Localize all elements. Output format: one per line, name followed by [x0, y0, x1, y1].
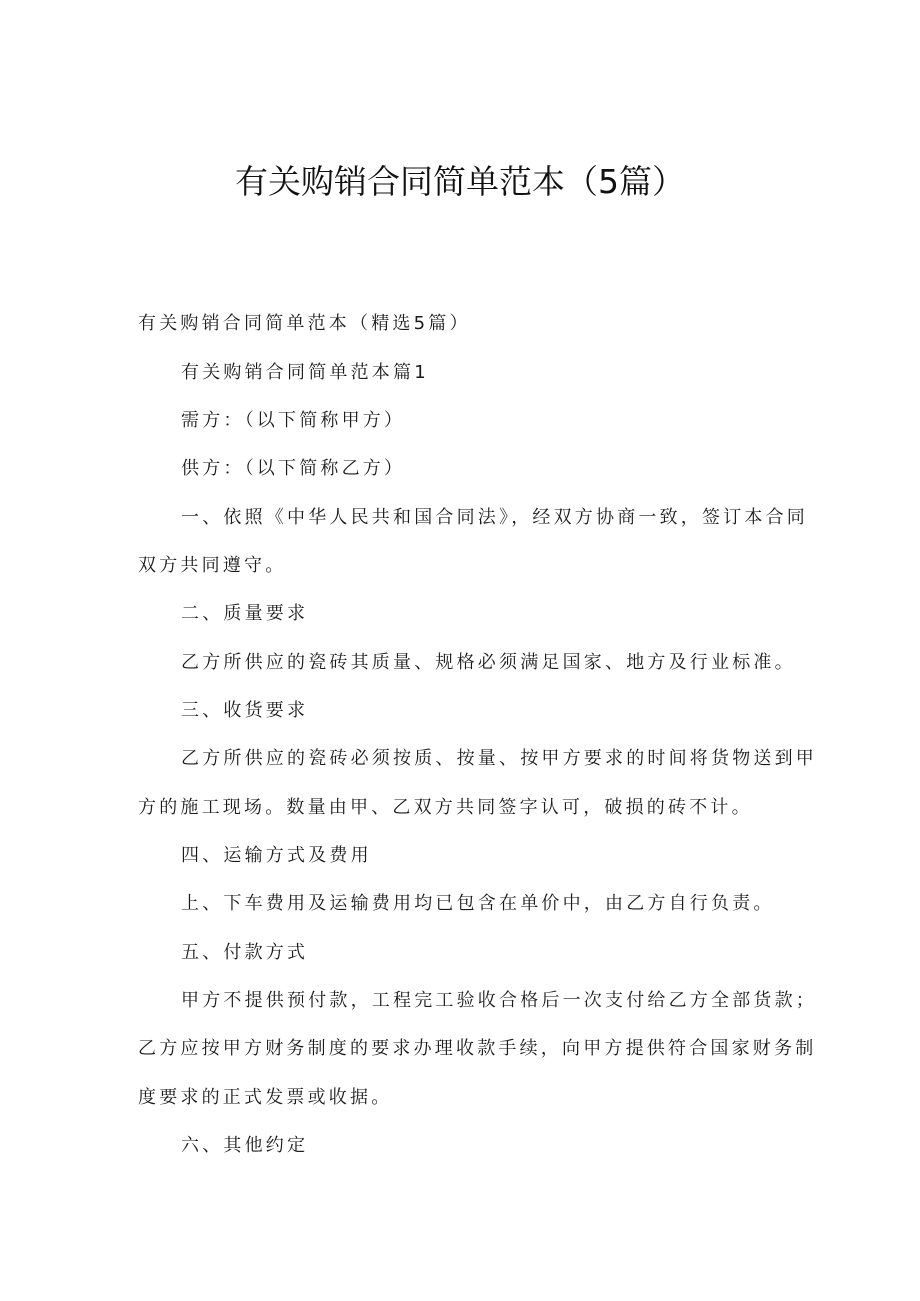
clause-5-heading: 五、付款方式 — [181, 942, 309, 963]
supplier-line: 供方：（以下简称乙方） — [181, 458, 406, 479]
clause-4-heading: 四、运输方式及费用 — [181, 845, 372, 866]
clause-4-body: 上、下车费用及运输费用均已包含在单价中，由乙方自行负责。 — [181, 893, 775, 914]
section-heading: 有关购销合同简单范本篇1 — [181, 362, 429, 383]
clause-5-line-3: 度要求的正式发票或收据。 — [138, 1087, 393, 1108]
clause-5-line-1: 甲方不提供预付款，工程完工验收合格后一次支付给乙方全部货款； — [181, 990, 817, 1011]
document-title: 有关购销合同简单范本（5篇） — [235, 162, 685, 201]
clause-3-line-2: 方的施工现场。数量由甲、乙双方共同签字认可，破损的砖不计。 — [138, 797, 753, 818]
clause-3-line-1: 乙方所供应的瓷砖必须按质、按量、按甲方要求的时间将货物送到甲 — [181, 748, 817, 769]
document-subtitle: 有关购销合同简单范本（精选5篇） — [138, 313, 471, 334]
buyer-line: 需方：（以下简称甲方） — [181, 410, 406, 431]
clause-1-line-1: 一、依照《中华人民共和国合同法》，经双方协商一致，签订本合同 — [181, 507, 808, 528]
clause-1-line-2: 双方共同遵守。 — [138, 555, 287, 576]
clause-5-line-2: 乙方应按甲方财务制度的要求办理收款手续，向甲方提供符合国家财务制 — [138, 1038, 817, 1059]
clause-3-heading: 三、收货要求 — [181, 700, 309, 721]
clause-2-heading: 二、质量要求 — [181, 603, 309, 624]
clause-2-body: 乙方所供应的瓷砖其质量、规格必须满足国家、地方及行业标准。 — [181, 652, 796, 673]
clause-6-heading: 六、其他约定 — [181, 1135, 309, 1156]
